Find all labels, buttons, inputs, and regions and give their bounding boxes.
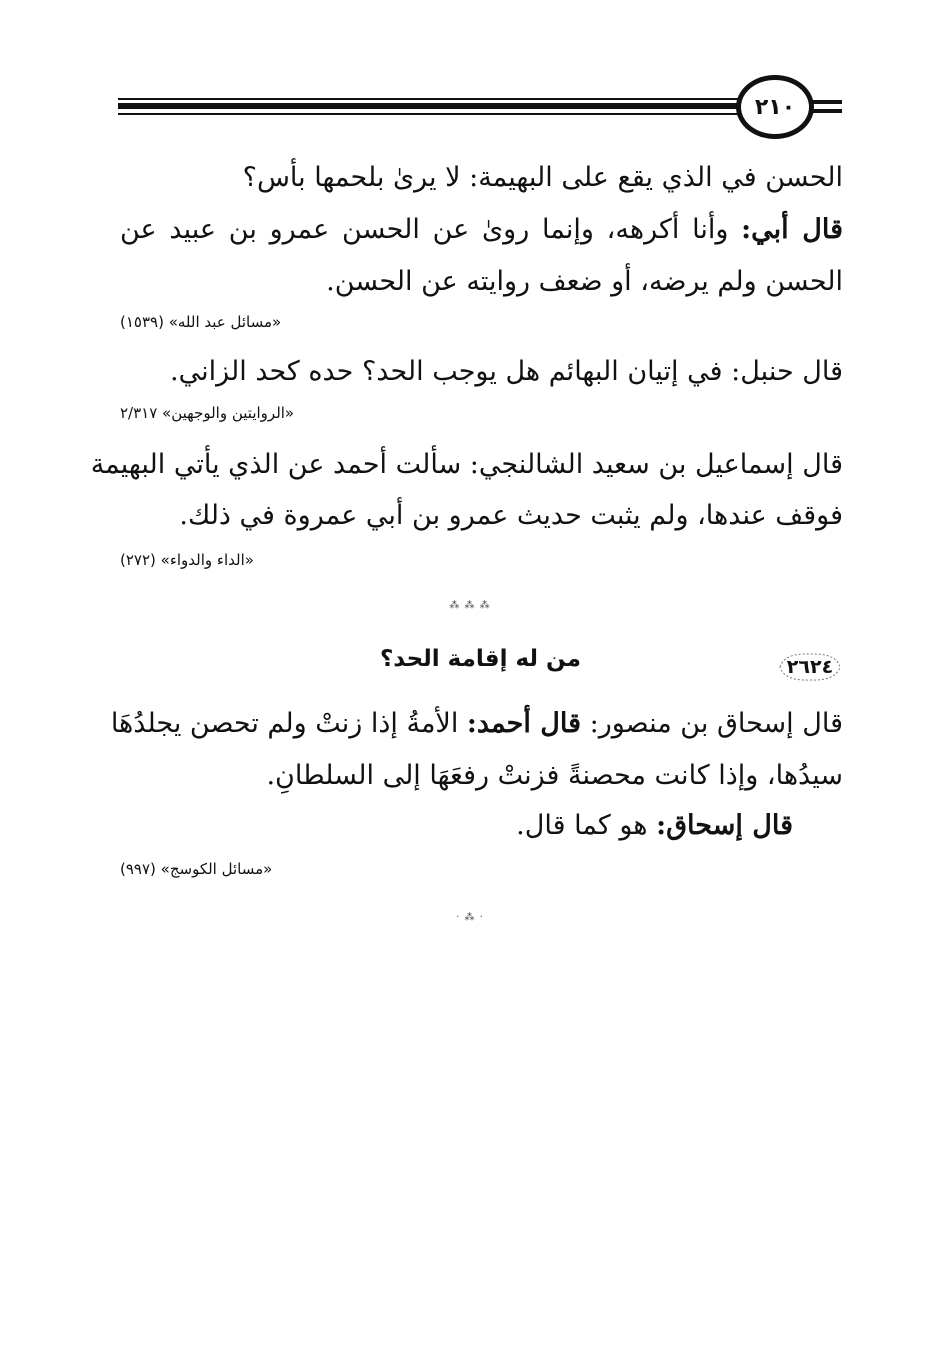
text-line [110, 704, 843, 744]
text-line [120, 210, 843, 250]
end-ornament: · ⁂ · [456, 912, 484, 923]
section-number: ٢٦٢٤ [786, 656, 834, 678]
speaker-label: قال أحمد: [466, 708, 582, 739]
text-run: الأمةُ إذا زنتْ ولم تحصن يجلدُهَا [110, 708, 467, 739]
text-line: فوقف عندها، ولم يثبت حديث عمرو بن أبي عمروة في ذلك. [179, 500, 843, 531]
header-rule-tail [812, 100, 842, 104]
divider-ornament: ⁂ ⁂ ⁂ [449, 600, 491, 611]
text-line: الحسن ولم يرضه، أو ضعف روايته عن الحسن. [326, 266, 843, 297]
text-run: قال إسحاق بن منصور: [581, 708, 843, 739]
text-run: هو كما قال. [516, 810, 657, 841]
citation: «مسائل عبد الله» (١٥٣٩) [120, 313, 282, 331]
text-run: وأنا أكرهه، وإنما روىٰ عن الحسن عمرو بن عبيد عن [120, 214, 742, 245]
page-number: ٢١٠ [754, 94, 796, 120]
section-title: من له إقامة الحد؟ [379, 646, 581, 672]
speaker-label: قال أبي: [741, 214, 843, 245]
text-line: سيدُها، وإذا كانت محصنةً فزنتْ رفعَهَا إلى السلطانِ. [266, 760, 843, 791]
citation: «الروايتين والوجهين» ٢/٣١٧ [120, 404, 295, 422]
header-rule-tail [812, 109, 842, 113]
citation: «الداء والدواء» (٢٧٢) [120, 551, 254, 569]
header-rule-thick [118, 103, 738, 109]
header-rule [118, 98, 738, 100]
text-line: قال حنبل: في إتيان البهائم هل يوجب الحد؟ حده كحد الزاني. [170, 356, 843, 387]
header-rule [118, 113, 738, 115]
text-line: قال إسماعيل بن سعيد الشالنجي: سألت أحمد عن الذي يأتي البهيمة [90, 449, 843, 480]
section-number-badge [774, 650, 846, 684]
citation: «مسائل الكوسج» (٩٩٧) [120, 860, 273, 878]
page-number-frame [736, 75, 814, 139]
speaker-label: قال إسحاق: [656, 810, 793, 841]
text-line [516, 806, 793, 846]
text-line: الحسن في الذي يقع على البهيمة: لا يرىٰ بلحمها بأس؟ [242, 162, 843, 193]
